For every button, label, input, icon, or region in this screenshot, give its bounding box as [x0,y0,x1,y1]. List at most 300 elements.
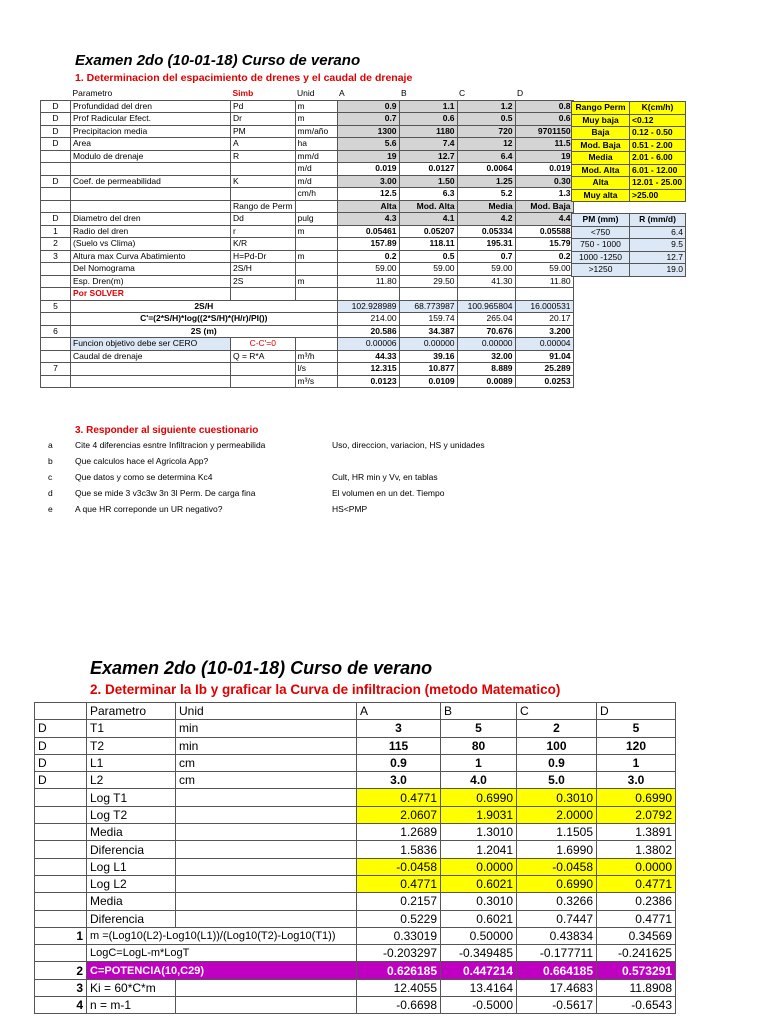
perm-range: Baja [572,127,630,140]
row-unid: cm [176,754,357,771]
value-cell: 0.4771 [357,789,441,806]
row-simb: Q = R*A [231,350,296,363]
question-key: b [48,456,53,466]
perm-range: Alta [572,177,630,190]
value-cell: 1.3891 [597,824,676,841]
table-row [41,138,574,151]
header-cell: A [357,703,441,720]
row-tag [35,910,87,927]
value-cell: 0.573291 [597,962,676,979]
row-simb: Dr [231,113,296,126]
row-unid: min [176,720,357,737]
table-row [35,979,676,996]
value-cell: 5 [597,720,676,737]
value-cell: 5.0 [517,772,597,789]
value-cell: 0.664185 [517,962,597,979]
perm-header: K(cm/h) [630,102,686,115]
row-label: Diferencia [87,910,176,927]
row-unid [176,997,357,1014]
value-cell: 12.315 [337,363,399,376]
value-cell: 8.889 [457,363,515,376]
table-row [41,275,574,288]
header-cell: Parametro [87,703,176,720]
value-cell: 0.019 [515,163,573,176]
table-row [35,789,676,806]
header-cell: B [401,88,407,98]
drain-spacing-table [40,88,574,388]
value-cell: 1.50 [399,175,457,188]
question-key: a [48,440,53,450]
value-cell: 0.05588 [515,225,573,238]
value-cell: 0.7447 [517,910,597,927]
value-cell: 1.1505 [517,824,597,841]
header-cell: D [597,703,676,720]
question-key: d [48,488,53,498]
row-simb: Rango de Perm [231,200,296,213]
section-2 [0,650,768,1024]
row-simb: 2S/H [231,263,296,276]
row-simb: r [231,225,296,238]
value-cell: 3.0 [597,772,676,789]
value-cell: 29.50 [399,275,457,288]
row-tag: D [41,175,71,188]
value-cell: 1 [441,754,517,771]
value-cell: 195.31 [457,238,515,251]
value-cell: Mod. Alta [399,200,457,213]
value-cell: 41.30 [457,275,515,288]
pm-range: 750 - 1000 [572,239,630,252]
row-simb [231,163,296,176]
row-tag: 2 [41,238,71,251]
value-cell: 0.626185 [357,962,441,979]
row-tag: D [35,737,87,754]
value-cell: 157.89 [337,238,399,251]
value-cell: 0.00004 [515,338,573,351]
value-cell: 0.3010 [441,893,517,910]
value-cell: 1 [597,754,676,771]
pm-range: 1000 -1250 [572,251,630,264]
row-label: Log T1 [87,789,176,806]
value-cell: 720 [457,125,515,138]
perm-range: Muy alta [572,189,630,202]
row-label: 2S (m) [71,325,338,338]
table-row [35,772,676,789]
table-row [35,806,676,823]
row-tag: D [41,113,71,126]
value-cell: 0.019 [337,163,399,176]
value-cell: 0.5229 [357,910,441,927]
row-tag [41,288,71,301]
header-cell: B [441,703,517,720]
value-cell: 1.3010 [441,824,517,841]
pm-header: PM (mm) [572,214,630,227]
row-unid: m [295,250,337,263]
value-cell: 91.04 [515,350,573,363]
row-unid [176,893,357,910]
row-label: Modulo de drenaje [71,150,231,163]
row-tag: 6 [41,325,71,338]
value-cell: 16.000531 [515,300,573,313]
pm-row [572,239,686,252]
row-simb [231,375,296,388]
value-cell: 17.4683 [517,979,597,996]
value-cell: 0.50000 [441,927,517,944]
row-label: Prof Radicular Efect. [71,113,231,126]
pm-r: 19.0 [630,264,686,277]
value-cell: 1.3802 [597,841,676,858]
value-cell: Mod. Baja [515,200,573,213]
perm-row [572,177,686,190]
row-tag: D [41,138,71,151]
row-tag: D [35,720,87,737]
section-1-subtitle: 1. Determinacion del espacimiento de drenes y el caudal de drenaje [75,72,413,84]
row-tag: D [41,100,71,113]
permeability-range-table [571,101,686,202]
header-cell [41,88,71,100]
row-tag: 7 [41,363,71,376]
row-unid: pulg [295,213,337,226]
value-cell: 0.2386 [597,893,676,910]
value-cell: -0.5617 [517,997,597,1014]
perm-row [572,114,686,127]
value-cell: 0.0253 [515,375,573,388]
perm-row [572,189,686,202]
value-cell: 1.9031 [441,806,517,823]
row-label: Log L2 [87,875,176,892]
value-cell: 0.43834 [517,927,597,944]
row-label: Coef. de permeabilidad [71,175,231,188]
perm-k: 12.01 - 25.00 [630,177,686,190]
value-cell: 11.80 [515,275,573,288]
row-tag [35,875,87,892]
pm-range: <750 [572,226,630,239]
value-cell: 0.447214 [441,962,517,979]
table-header-row [41,88,574,100]
pm-range: >1250 [572,264,630,277]
value-cell: 102.928989 [337,300,399,313]
value-cell: 59.00 [457,263,515,276]
value-cell: 12.5 [337,188,399,201]
row-label: Altura max Curva Abatimiento [71,250,231,263]
table-row [35,875,676,892]
value-cell: 0.0000 [441,858,517,875]
row-label: Caudal de drenaje [71,350,231,363]
row-unid: m [295,275,337,288]
row-tag [35,893,87,910]
row-unid: cm/h [295,188,337,201]
row-unid [176,979,357,996]
row-unid: m/d [295,163,337,176]
table-row [35,927,676,944]
value-cell: 0.2 [515,250,573,263]
row-simb: K/R [231,238,296,251]
row-label [71,363,231,376]
table-row [41,100,574,113]
value-cell: 0.6021 [441,875,517,892]
pm-header: R (mm/d) [630,214,686,227]
row-unid: mm/d [295,150,337,163]
value-cell: 4.4 [515,213,573,226]
question-answer: Cult, HR min y Vv, en tablas [332,472,438,482]
table-row [41,225,574,238]
value-cell: 0.33019 [357,927,441,944]
row-label: Diferencia [87,841,176,858]
table-row [41,113,574,126]
row-tag [41,275,71,288]
row-unid [176,875,357,892]
table-row [35,720,676,737]
solver-row [41,375,574,388]
question-key: c [48,472,53,482]
row-tag: 3 [41,250,71,263]
row-label: m =(Log10(L2)-Log10(L1))/(Log10(T2)-Log10(T1)) [87,927,357,944]
value-cell: 80 [441,737,517,754]
value-cell: 20.17 [515,313,573,326]
row-simb: H=Pd-Dr [231,250,296,263]
row-tag [35,858,87,875]
row-label: (Suelo vs Clima) [71,238,231,251]
value-cell: Alta [337,200,399,213]
row-tag [41,150,71,163]
perm-row [572,152,686,165]
value-cell: 6.3 [399,188,457,201]
value-cell: -0.203297 [357,945,441,962]
section-2-title: Examen 2do (10-01-18) Curso de verano [90,658,433,678]
row-unid [295,200,337,213]
row-unid: m [295,225,337,238]
value-cell: -0.177711 [517,945,597,962]
perm-range: Media [572,152,630,165]
question-text: Cite 4 diferencias esntre Infiltracion y permeabilida [75,440,266,450]
row-simb: Pd [231,100,296,113]
row-label: Ki = 60*C*m [87,979,176,996]
row-label: LogC=LogL-m*LogT [87,945,357,962]
value-cell: Media [457,200,515,213]
header-cell: Parametro [72,88,113,98]
value-cell: 0.0064 [457,163,515,176]
value-cell: 159.74 [399,313,457,326]
row-label: Media [87,893,176,910]
value-cell: 11.8908 [597,979,676,996]
table-row [41,163,574,176]
table-header-row [35,703,676,720]
row-simb: Dd [231,213,296,226]
value-cell: 25.289 [515,363,573,376]
empty-cell [457,288,515,301]
value-cell: 34.387 [399,325,457,338]
row-unid [295,238,337,251]
row-tag [35,806,87,823]
row-unid: m³/s [295,375,337,388]
row-tag: 2 [35,962,87,979]
perm-range: Mod. Alta [572,164,630,177]
value-cell: 0.6990 [597,789,676,806]
value-cell: 3.00 [337,175,399,188]
perm-k: >25.00 [630,189,686,202]
row-label: n = m-1 [87,997,176,1014]
value-cell: 115 [357,737,441,754]
table-row [35,962,676,979]
row-label: Esp. Dren(m) [71,275,231,288]
value-cell: 12.7 [399,150,457,163]
value-cell: -0.6698 [357,997,441,1014]
perm-header: Rango Perm [572,102,630,115]
value-cell: 1.1 [399,100,457,113]
table-row [35,858,676,875]
row-tag: 4 [35,997,87,1014]
question-text: Que calculos hace el Agricola App? [75,456,209,466]
value-cell: 12.4055 [357,979,441,996]
row-label: 2S/H [71,300,338,313]
row-label: Del Nomograma [71,263,231,276]
row-unid [176,806,357,823]
row-simb [231,188,296,201]
row-label: T1 [87,720,176,737]
value-cell: 214.00 [337,313,399,326]
value-cell: 1.2 [457,100,515,113]
value-cell: 0.6 [515,113,573,126]
table-row [41,188,574,201]
value-cell: 0.00000 [457,338,515,351]
value-cell: 4.3 [337,213,399,226]
value-cell: 2 [517,720,597,737]
value-cell: 0.7 [337,113,399,126]
empty-cell [399,288,457,301]
row-tag [35,945,87,962]
table-row [35,737,676,754]
table-row [35,824,676,841]
row-simb: K [231,175,296,188]
row-label [71,163,231,176]
row-label [71,375,231,388]
value-cell: 100 [517,737,597,754]
row-tag [41,375,71,388]
question-key: e [48,504,53,514]
value-cell: 3.0 [357,772,441,789]
header-cell: Unid [176,703,357,720]
pm-r: 9.5 [630,239,686,252]
row-label: C=POTENCIA(10,C29) [87,962,357,979]
table-row [35,910,676,927]
value-cell: 0.6021 [441,910,517,927]
header-cell [35,703,87,720]
row-unid: ha [295,138,337,151]
row-unid: m/d [295,175,337,188]
row-unid [176,824,357,841]
table-row [41,250,574,263]
value-cell: 0.5 [457,113,515,126]
value-cell: 10.877 [399,363,457,376]
row-tag: 3 [35,979,87,996]
question-text: Que se mide 3 v3c3w 3n 3l Perm. De carga fina [75,488,256,498]
table-row [41,200,574,213]
value-cell: -0.0458 [517,858,597,875]
header-cell: C [517,703,597,720]
row-unid [295,338,337,351]
value-cell: 19 [337,150,399,163]
value-cell: 4.0 [441,772,517,789]
question-answer: Uso, direccion, variacion, HS y unidades [332,440,485,450]
row-unid [176,841,357,858]
value-cell: 0.4771 [357,875,441,892]
table-row [35,754,676,771]
table-row [41,213,574,226]
value-cell: 68.773987 [399,300,457,313]
pm-row [572,251,686,264]
perm-row [572,164,686,177]
solver-row [41,325,574,338]
value-cell: 0.6990 [517,875,597,892]
value-cell: 0.4771 [597,910,676,927]
value-cell: 100.965804 [457,300,515,313]
row-label [71,188,231,201]
row-label: Diametro del dren [71,213,231,226]
header-cell: Unid [297,88,315,98]
value-cell: 12 [457,138,515,151]
value-cell: 120 [597,737,676,754]
section-1-title: Examen 2do (10-01-18) Curso de verano [75,52,361,69]
value-cell: 1300 [337,125,399,138]
row-unid [295,263,337,276]
pm-r-table [571,213,686,277]
row-unid: min [176,737,357,754]
value-cell: 9701150 [515,125,573,138]
value-cell: 13.4164 [441,979,517,996]
value-cell: 5 [441,720,517,737]
row-label: Log T2 [87,806,176,823]
value-cell: 0.6990 [441,789,517,806]
perm-k: 0.51 - 2.00 [630,139,686,152]
perm-k: 0.12 - 0.50 [630,127,686,140]
row-tag [41,350,71,363]
row-tag [41,188,71,201]
value-cell: 265.04 [457,313,515,326]
value-cell: -0.6543 [597,997,676,1014]
value-cell: 2.0792 [597,806,676,823]
solver-row [41,313,574,326]
value-cell: 3.200 [515,325,573,338]
row-label: Precipitacion media [71,125,231,138]
value-cell: 59.00 [399,263,457,276]
value-cell: 0.05461 [337,225,399,238]
value-cell: 118.11 [399,238,457,251]
row-tag [35,841,87,858]
value-cell: 3 [357,720,441,737]
value-cell: 7.4 [399,138,457,151]
row-tag: D [35,754,87,771]
table-row [41,263,574,276]
table-row [41,125,574,138]
empty-cell [515,288,573,301]
row-label: Radio del dren [71,225,231,238]
row-tag [35,789,87,806]
value-cell: 59.00 [337,263,399,276]
header-cell: A [339,88,345,98]
pm-r: 6.4 [630,226,686,239]
solver-row [41,350,574,363]
value-cell: 1.3 [515,188,573,201]
value-cell: -0.241625 [597,945,676,962]
row-label [71,200,231,213]
table-row [35,893,676,910]
question-text: A que HR correponde un UR negativo? [75,504,223,514]
row-simb: C-C'=0 [231,338,296,351]
value-cell: 32.00 [457,350,515,363]
table-row [41,150,574,163]
row-tag: 5 [41,300,71,313]
solver-row [41,363,574,376]
value-cell: 0.2 [337,250,399,263]
